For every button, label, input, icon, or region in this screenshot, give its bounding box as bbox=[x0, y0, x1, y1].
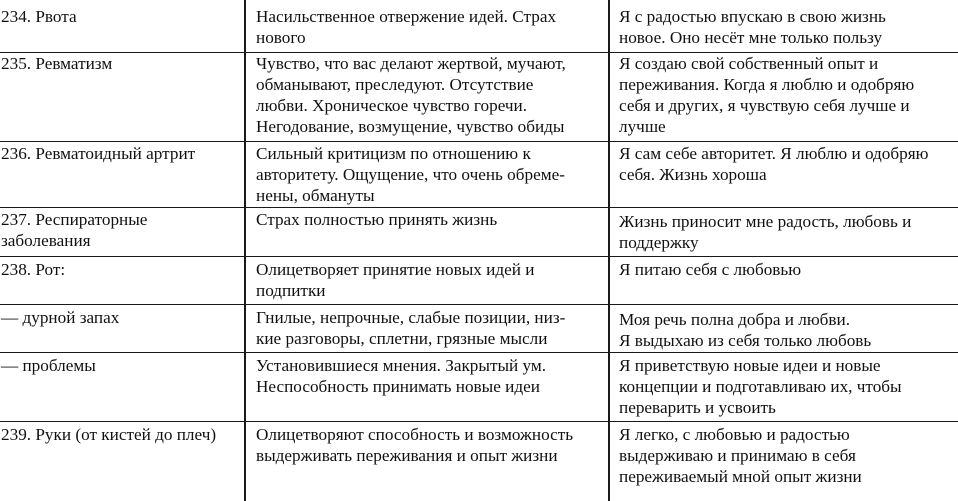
row-divider bbox=[0, 256, 958, 257]
row-divider bbox=[0, 141, 958, 142]
table-cell-cause: Чувство, что вас делают жертвой, мучают, обманывают, преследуют. Отсутствие любви. Хроническое чувство горечи. Негодование, возмущение, чувство обиды bbox=[256, 54, 566, 136]
table-cell-condition: 234. Рвота bbox=[1, 7, 77, 26]
column-divider bbox=[608, 0, 610, 501]
table-cell-condition: — проблемы bbox=[1, 356, 96, 375]
table-cell-condition: 236. Ревматоидный артрит bbox=[1, 144, 196, 163]
table-cell-condition: — дурной запах bbox=[1, 308, 120, 327]
table-cell-condition: 239. Руки (от кистей до плеч) bbox=[1, 425, 217, 444]
column-divider bbox=[244, 0, 246, 501]
table-cell-cause: Сильный критицизм по отношению к авторитету. Ощущение, что очень обреме- нены, обмануты bbox=[256, 144, 565, 205]
row-divider bbox=[0, 352, 958, 353]
table-cell-condition: 238. Рот: bbox=[1, 260, 66, 279]
table-cell-affirmation: Я сам себе авторитет. Я люблю и одобряю себя. Жизнь хороша bbox=[619, 144, 929, 184]
table-cell-cause: Страх полностью принять жизнь bbox=[256, 210, 498, 229]
table-cell-condition: 237. Респираторные заболевания bbox=[1, 210, 148, 250]
table-cell-affirmation: Я с радостью впускаю в свою жизнь новое. Оно несёт мне только пользу bbox=[619, 7, 886, 47]
table-cell-cause: Установившиеся мнения. Закрытый ум. Неспособность принимать новые идеи bbox=[256, 356, 547, 396]
row-divider bbox=[0, 304, 958, 305]
table-cell-cause: Гнилые, непрочные, слабые позиции, низ- кие разговоры, сплетни, грязные мысли bbox=[256, 308, 566, 348]
row-divider bbox=[0, 207, 958, 208]
table-cell-affirmation: Жизнь приносит мне радость, любовь и поддержку bbox=[619, 212, 912, 252]
table-cell-cause: Олицетворяют способность и возможность выдерживать переживания и опыт жизни bbox=[256, 425, 574, 465]
row-divider bbox=[0, 421, 958, 422]
table-cell-cause: Насильственное отвержение идей. Страх нового bbox=[256, 7, 557, 47]
table-cell-cause: Олицетворяет принятие новых идей и подпитки bbox=[256, 260, 535, 300]
table-cell-affirmation: Я создаю свой собственный опыт и переживания. Когда я люблю и одобряю себя и других, я чувствую себя лучше и лучше bbox=[619, 54, 915, 136]
table-cell-affirmation: Я питаю себя с любовью bbox=[619, 260, 802, 279]
table-cell-affirmation: Моя речь полна добра и любви. Я выдыхаю из себя только любовь bbox=[619, 310, 872, 350]
table-cell-affirmation: Я приветствую новые идеи и новые концепции и подготавливаю их, чтобы переварить и усвоить bbox=[619, 356, 902, 417]
table-cell-affirmation: Я легко, с любовью и радостью выдерживаю и принимаю в себя переживаемый мной опыт жизни bbox=[619, 425, 862, 486]
table-cell-condition: 235. Ревматизм bbox=[1, 54, 113, 73]
